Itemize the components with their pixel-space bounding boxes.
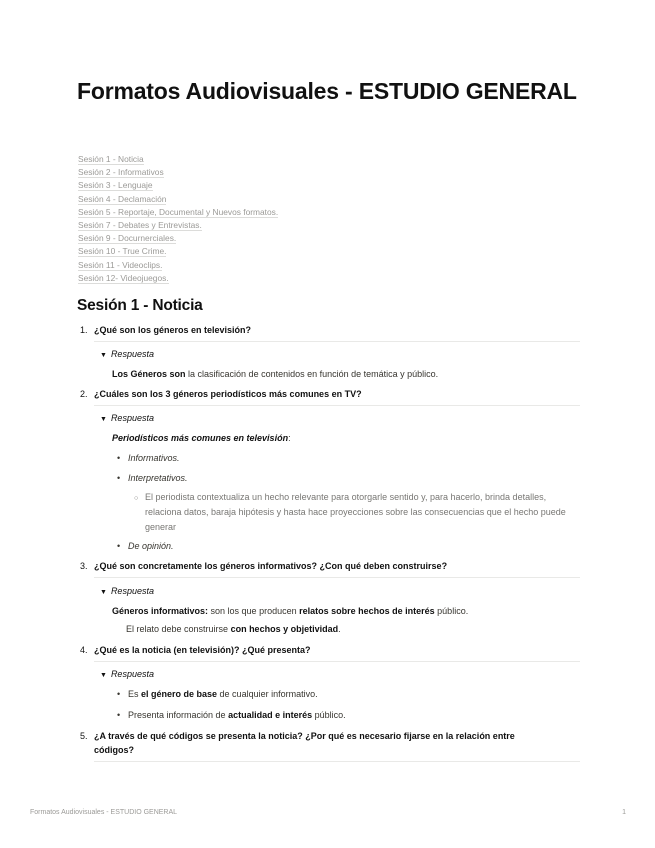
- toc-link-sesion-10[interactable]: Sesión 10 - True Crime.: [78, 246, 167, 257]
- list-item: • Interpretativos.: [117, 473, 188, 483]
- toc-link-sesion-7[interactable]: Sesión 7 - Debates y Entrevistas.: [78, 220, 202, 231]
- toggle-triangle-icon: ▼: [100, 352, 107, 359]
- question-divider: [94, 341, 580, 342]
- table-of-contents: [78, 153, 278, 285]
- toc-link-sesion-2[interactable]: Sesión 2 - Informativos: [78, 167, 164, 178]
- toc-link-sesion-5[interactable]: Sesión 5 - Reportaje, Documental y Nuevos formatos.: [78, 206, 279, 217]
- answer-toggle[interactable]: ▼ Respuesta: [100, 349, 154, 359]
- answer-toggle[interactable]: ▼ Respuesta: [100, 586, 154, 596]
- question-divider: [94, 405, 580, 406]
- list-item: • Informativos.: [117, 453, 180, 463]
- toc-link-sesion-11[interactable]: Sesión 11 - Videoclips.: [78, 259, 163, 270]
- question-divider: [94, 577, 580, 578]
- question-item: 3. ¿Qué son concretamente los géneros informativos? ¿Con qué deben construirse?: [80, 561, 448, 571]
- answer-text: El relato debe construirse con hechos y objetividad.: [126, 624, 341, 634]
- toggle-triangle-icon: ▼: [100, 416, 107, 423]
- answer-text: Los Géneros son la clasificación de contenidos en función de temática y público.: [112, 369, 439, 379]
- footer-document-title: Formatos Audiovisuales - ESTUDIO GENERAL: [30, 809, 178, 816]
- question-item: 4. ¿Qué es la noticia (en televisión)? ¿Qué presenta?: [80, 645, 311, 655]
- toc-link-sesion-3[interactable]: Sesión 3 - Lenguaje: [78, 180, 153, 191]
- list-item: • De opinión.: [117, 541, 174, 551]
- list-item: • Presenta información de actualidad e interés público.: [117, 710, 346, 720]
- question-item: 5. ¿A través de qué códigos se presenta la noticia? ¿Por qué es necesario fijarse en la relación entre códigos?: [80, 731, 515, 755]
- toc-link-sesion-4[interactable]: Sesión 4 - Declamación: [78, 193, 167, 204]
- section-heading: Sesión 1 - Noticia: [77, 297, 203, 314]
- toggle-triangle-icon: ▼: [100, 672, 107, 679]
- answer-toggle[interactable]: ▼ Respuesta: [100, 669, 154, 679]
- page-title: Formatos Audiovisuales - ESTUDIO GENERAL: [77, 78, 577, 104]
- toc-link-sesion-12[interactable]: Sesión 12- Videojuegos.: [78, 272, 169, 283]
- answer-toggle[interactable]: ▼ Respuesta: [100, 413, 154, 423]
- toggle-triangle-icon: ▼: [100, 589, 107, 596]
- question-divider: [94, 661, 580, 662]
- toc-link-sesion-1[interactable]: Sesión 1 - Noticia: [78, 154, 144, 164]
- footer-page-number: 1: [622, 809, 626, 816]
- list-item: • Es el género de base de cualquier informativo.: [117, 689, 318, 699]
- toc-link-sesion-9[interactable]: Sesión 9 - Docurnerciales.: [78, 233, 177, 244]
- question-divider: [94, 761, 580, 762]
- question-item: 2. ¿Cuáles son los 3 géneros periodísticos más comunes en TV?: [80, 389, 362, 399]
- question-item: 1. ¿Qué son los géneros en televisión?: [80, 325, 252, 335]
- sub-list-item: ○ El periodista contextualiza un hecho relevante para otorgarle sentido y, para hacerlo, brinda detalles, relaciona datos, baraja hipótesis y hasta hace proyecciones sobre las consecuencias que el hecho puede generar: [134, 492, 566, 532]
- answer-text: Géneros informativos: son los que producen relatos sobre hechos de interés público.: [112, 606, 469, 616]
- answer-intro: Periodísticos más comunes en televisión:: [112, 433, 291, 443]
